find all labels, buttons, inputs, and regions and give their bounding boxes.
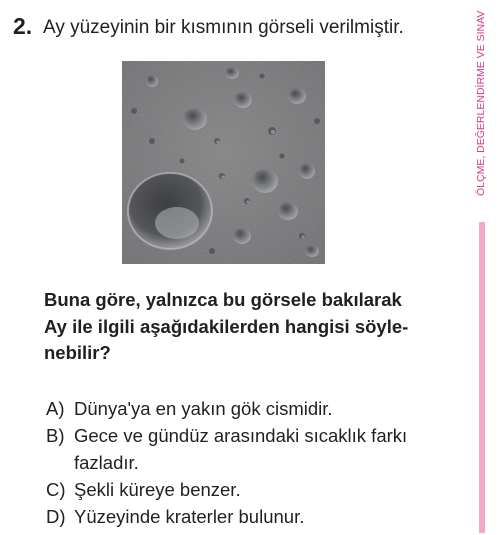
moon-surface-image [122,61,325,264]
sidebar-label: ÖLÇME, DEĞERLENDİRME VE SINAV [475,10,487,196]
option-text: Yüzeyinde kraterler bulunur. [74,506,305,527]
prompt-line: Ay ile ilgili aşağıdakilerden hangisi söyle- [44,315,409,337]
option-letter: D) [46,506,66,527]
sidebar-accent-bar [479,222,485,533]
option-letter: A) [46,398,65,419]
question-number: 2. [13,13,33,39]
option-b[interactable] [46,423,407,449]
option-text: Dünya'ya en yakın gök cismidir. [74,398,333,419]
question-text: Ay yüzeyinin bir kısmının görseli verilmiştir. [43,17,404,38]
option-letter: B) [46,425,65,446]
option-text: fazladır. [74,452,139,473]
option-a[interactable] [46,396,333,422]
option-text: Gece ve gündüz arasındaki sıcaklık farkı [74,425,408,446]
prompt-line: Buna göre, yalnızca bu görsele bakılarak [44,289,402,310]
option-b-continuation[interactable] [74,450,139,476]
option-letter: C) [46,479,66,500]
question-prompt [44,287,464,367]
option-text: Şekli küreye benzer. [74,479,241,500]
prompt-line: nebilir? [44,342,111,363]
option-c[interactable] [46,477,241,503]
option-d[interactable] [46,504,304,530]
